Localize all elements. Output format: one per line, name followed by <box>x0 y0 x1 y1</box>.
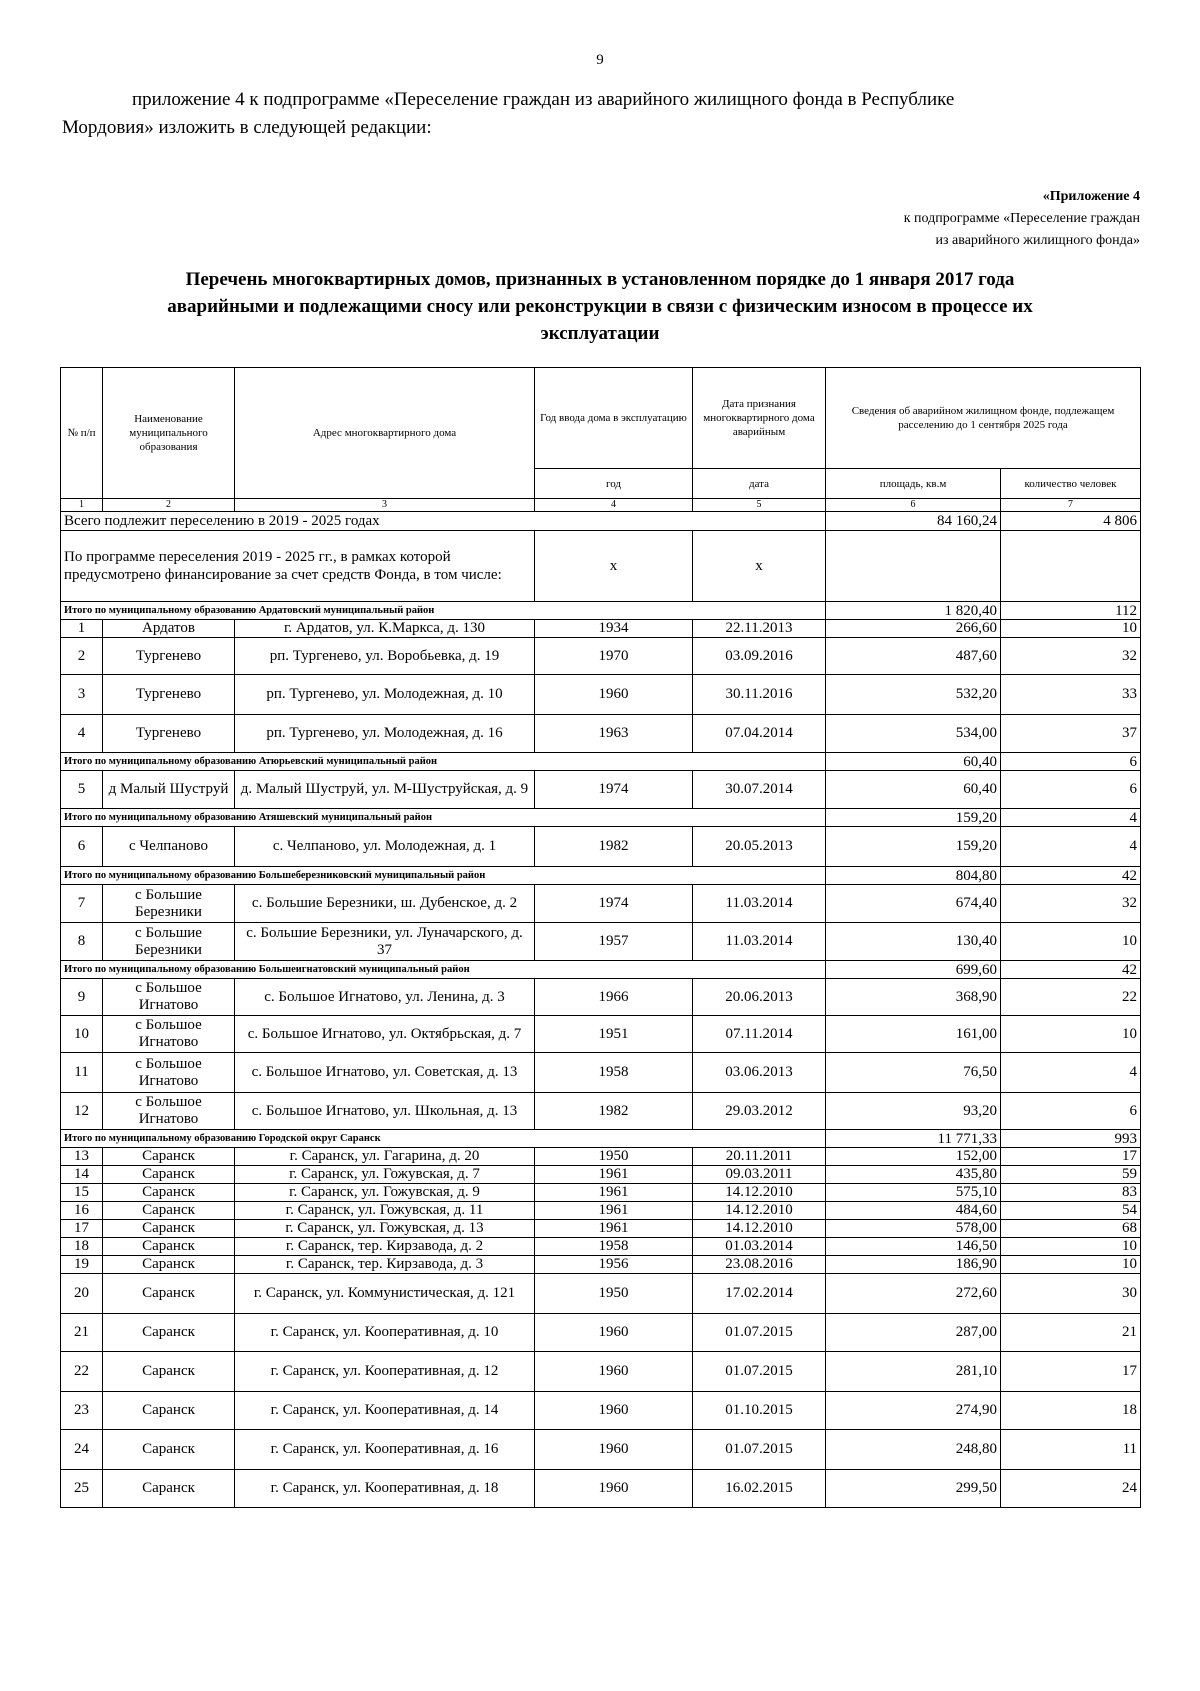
municipality-total-label: Итого по муниципальному образованию Ардатовский муниципальный район <box>61 602 826 620</box>
row-number: 15 <box>61 1184 103 1202</box>
municipality-total-row <box>61 867 1141 885</box>
row-date: 14.12.2010 <box>693 1202 826 1220</box>
column-index: 4 <box>535 499 693 512</box>
row-people: 4 <box>1001 827 1141 867</box>
row-number: 22 <box>61 1352 103 1392</box>
row-municipality: с Челпаново <box>103 827 235 867</box>
table-row <box>61 827 1141 867</box>
row-address: г. Саранск, ул. Гожувская, д. 7 <box>235 1166 535 1184</box>
grand-total-area: 84 160,24 <box>826 512 1001 531</box>
row-number: 3 <box>61 675 103 715</box>
subheader-people: количество человек <box>1001 469 1141 499</box>
row-year: 1950 <box>535 1274 693 1314</box>
row-number: 9 <box>61 979 103 1016</box>
municipality-total-label: Итого по муниципальному образованию Атяшевский муниципальный район <box>61 809 826 827</box>
row-number: 10 <box>61 1016 103 1053</box>
program-year: х <box>535 531 693 602</box>
row-municipality: Саранск <box>103 1238 235 1256</box>
row-year: 1961 <box>535 1166 693 1184</box>
row-people: 32 <box>1001 885 1141 923</box>
row-year: 1974 <box>535 771 693 809</box>
appendix-line-2: из аварийного жилищного фонда» <box>935 233 1140 248</box>
table-row <box>61 620 1141 638</box>
row-address: г. Саранск, ул. Кооперативная, д. 14 <box>235 1392 535 1430</box>
header-year: Год ввода дома в эксплуатацию <box>535 368 693 469</box>
row-people: 37 <box>1001 715 1141 753</box>
row-year: 1982 <box>535 827 693 867</box>
program-people <box>1001 531 1141 602</box>
row-area: 272,60 <box>826 1274 1001 1314</box>
row-address: г. Саранск, тер. Кирзавода, д. 2 <box>235 1238 535 1256</box>
row-municipality: Саранск <box>103 1148 235 1166</box>
appendix-title: «Приложение 4 <box>1042 189 1140 204</box>
municipality-total-people: 112 <box>1001 602 1141 620</box>
row-number: 17 <box>61 1220 103 1238</box>
row-area: 281,10 <box>826 1352 1001 1392</box>
subheader-area: площадь, кв.м <box>826 469 1001 499</box>
page-number: 9 <box>596 52 604 68</box>
table-row <box>61 1256 1141 1274</box>
row-number: 23 <box>61 1392 103 1430</box>
municipality-total-label: Итого по муниципальному образованию Большеберезниковский муниципальный район <box>61 867 826 885</box>
row-number: 19 <box>61 1256 103 1274</box>
municipality-total-label: Итого по муниципальному образованию Атюрьевский муниципальный район <box>61 753 826 771</box>
municipality-total-people: 42 <box>1001 867 1141 885</box>
row-date: 03.06.2013 <box>693 1053 826 1093</box>
row-address: г. Саранск, ул. Кооперативная, д. 12 <box>235 1352 535 1392</box>
table-row <box>61 885 1141 923</box>
row-municipality: с Большое Игнатово <box>103 1093 235 1130</box>
table-row <box>61 1220 1141 1238</box>
table-row <box>61 1148 1141 1166</box>
row-municipality: Саранск <box>103 1352 235 1392</box>
column-index: 5 <box>693 499 826 512</box>
municipality-total-area: 1 820,40 <box>826 602 1001 620</box>
row-number: 8 <box>61 923 103 961</box>
table-row <box>61 1470 1141 1508</box>
row-year: 1963 <box>535 715 693 753</box>
row-area: 368,90 <box>826 979 1001 1016</box>
row-people: 83 <box>1001 1184 1141 1202</box>
row-address: с. Большое Игнатово, ул. Октябрьская, д. 7 <box>235 1016 535 1053</box>
row-municipality: с Большое Игнатово <box>103 1053 235 1093</box>
title-line-2: аварийными и подлежащими сносу или реконструкции в связи с физическим износом в процессе их <box>167 296 1033 317</box>
title-line-1: Перечень многоквартирных домов, признанных в установленном порядке до 1 января 2017 года <box>185 269 1015 290</box>
row-number: 18 <box>61 1238 103 1256</box>
row-year: 1966 <box>535 979 693 1016</box>
row-area: 287,00 <box>826 1314 1001 1352</box>
table-row <box>61 1093 1141 1130</box>
row-people: 4 <box>1001 1053 1141 1093</box>
table-row <box>61 715 1141 753</box>
row-municipality: Саранск <box>103 1202 235 1220</box>
column-index: 7 <box>1001 499 1141 512</box>
row-municipality: с Большое Игнатово <box>103 1016 235 1053</box>
row-date: 20.11.2011 <box>693 1148 826 1166</box>
row-municipality: с Большие Березники <box>103 923 235 961</box>
row-number: 11 <box>61 1053 103 1093</box>
municipality-total-label: Итого по муниципальному образованию Большеигнатовский муниципальный район <box>61 961 826 979</box>
table-row <box>61 1352 1141 1392</box>
municipality-total-row <box>61 809 1141 827</box>
registry-body <box>61 512 1141 1508</box>
column-index-row <box>61 499 1141 512</box>
row-area: 60,40 <box>826 771 1001 809</box>
row-people: 18 <box>1001 1392 1141 1430</box>
table-row <box>61 1238 1141 1256</box>
municipality-total-area: 804,80 <box>826 867 1001 885</box>
document-title <box>90 266 1110 347</box>
column-index: 2 <box>103 499 235 512</box>
row-address: г. Саранск, тер. Кирзавода, д. 3 <box>235 1256 535 1274</box>
row-people: 6 <box>1001 1093 1141 1130</box>
row-year: 1957 <box>535 923 693 961</box>
municipality-total-row <box>61 602 1141 620</box>
row-municipality: Саранск <box>103 1314 235 1352</box>
row-people: 22 <box>1001 979 1141 1016</box>
row-address: рп. Тургенево, ул. Молодежная, д. 10 <box>235 675 535 715</box>
header-address: Адрес многоквартирного дома <box>235 368 535 499</box>
row-area: 248,80 <box>826 1430 1001 1470</box>
row-area: 487,60 <box>826 638 1001 675</box>
row-area: 578,00 <box>826 1220 1001 1238</box>
row-address: с. Большое Игнатово, ул. Школьная, д. 13 <box>235 1093 535 1130</box>
subheader-date: дата <box>693 469 826 499</box>
row-municipality: Саранск <box>103 1392 235 1430</box>
row-people: 10 <box>1001 1256 1141 1274</box>
row-date: 29.03.2012 <box>693 1093 826 1130</box>
program-row <box>61 531 1141 602</box>
table-row <box>61 1166 1141 1184</box>
row-area: 130,40 <box>826 923 1001 961</box>
row-people: 6 <box>1001 771 1141 809</box>
municipality-total-people: 42 <box>1001 961 1141 979</box>
row-people: 32 <box>1001 638 1141 675</box>
table-row <box>61 1314 1141 1352</box>
row-date: 14.12.2010 <box>693 1220 826 1238</box>
row-number: 16 <box>61 1202 103 1220</box>
row-area: 159,20 <box>826 827 1001 867</box>
row-municipality: Саранск <box>103 1274 235 1314</box>
row-date: 20.06.2013 <box>693 979 826 1016</box>
municipality-total-people: 993 <box>1001 1130 1141 1148</box>
row-municipality: Саранск <box>103 1220 235 1238</box>
municipality-total-area: 699,60 <box>826 961 1001 979</box>
row-address: г. Ардатов, ул. К.Маркса, д. 130 <box>235 620 535 638</box>
row-date: 20.05.2013 <box>693 827 826 867</box>
row-people: 10 <box>1001 1016 1141 1053</box>
row-date: 14.12.2010 <box>693 1184 826 1202</box>
row-municipality: Саранск <box>103 1166 235 1184</box>
header-row <box>61 368 1141 469</box>
table-row <box>61 675 1141 715</box>
row-municipality: д Малый Шуструй <box>103 771 235 809</box>
table-row <box>61 1184 1141 1202</box>
row-year: 1961 <box>535 1202 693 1220</box>
row-number: 12 <box>61 1093 103 1130</box>
row-year: 1960 <box>535 675 693 715</box>
municipality-total-area: 11 771,33 <box>826 1130 1001 1148</box>
table-row <box>61 1053 1141 1093</box>
row-number: 14 <box>61 1166 103 1184</box>
row-people: 59 <box>1001 1166 1141 1184</box>
row-address: с. Большое Игнатово, ул. Советская, д. 13 <box>235 1053 535 1093</box>
row-date: 01.07.2015 <box>693 1314 826 1352</box>
table-row <box>61 1016 1141 1053</box>
program-area <box>826 531 1001 602</box>
row-year: 1960 <box>535 1470 693 1508</box>
grand-total-label: Всего подлежит переселению в 2019 - 2025 годах <box>61 512 826 531</box>
row-address: с. Большие Березники, ш. Дубенское, д. 2 <box>235 885 535 923</box>
row-address: рп. Тургенево, ул. Воробьевка, д. 19 <box>235 638 535 675</box>
row-people: 30 <box>1001 1274 1141 1314</box>
municipality-total-area: 60,40 <box>826 753 1001 771</box>
row-year: 1982 <box>535 1093 693 1130</box>
row-address: д. Малый Шуструй, ул. М-Шуструйская, д. 9 <box>235 771 535 809</box>
row-address: рп. Тургенево, ул. Молодежная, д. 16 <box>235 715 535 753</box>
row-year: 1960 <box>535 1314 693 1352</box>
intro-paragraph <box>62 86 1152 142</box>
row-date: 17.02.2014 <box>693 1274 826 1314</box>
row-people: 24 <box>1001 1470 1141 1508</box>
row-year: 1934 <box>535 620 693 638</box>
row-year: 1970 <box>535 638 693 675</box>
row-people: 68 <box>1001 1220 1141 1238</box>
row-date: 30.07.2014 <box>693 771 826 809</box>
row-people: 11 <box>1001 1430 1141 1470</box>
row-people: 33 <box>1001 675 1141 715</box>
grand-total-row <box>61 512 1141 531</box>
row-area: 484,60 <box>826 1202 1001 1220</box>
row-date: 01.07.2015 <box>693 1352 826 1392</box>
row-area: 93,20 <box>826 1093 1001 1130</box>
row-address: г. Саранск, ул. Гожувская, д. 9 <box>235 1184 535 1202</box>
row-area: 534,00 <box>826 715 1001 753</box>
row-date: 22.11.2013 <box>693 620 826 638</box>
intro-line-1: приложение 4 к подпрограмме «Переселение граждан из аварийного жилищного фонда в Республике <box>132 89 955 110</box>
row-year: 1960 <box>535 1392 693 1430</box>
row-number: 4 <box>61 715 103 753</box>
row-municipality: Тургенево <box>103 715 235 753</box>
row-area: 266,60 <box>826 620 1001 638</box>
row-date: 11.03.2014 <box>693 923 826 961</box>
intro-line-2: Мордовия» изложить в следующей редакции: <box>62 117 432 138</box>
row-year: 1958 <box>535 1053 693 1093</box>
row-area: 186,90 <box>826 1256 1001 1274</box>
row-municipality: Тургенево <box>103 638 235 675</box>
row-number: 5 <box>61 771 103 809</box>
row-municipality: Саранск <box>103 1470 235 1508</box>
row-year: 1960 <box>535 1430 693 1470</box>
row-people: 21 <box>1001 1314 1141 1352</box>
table-row <box>61 979 1141 1016</box>
row-area: 299,50 <box>826 1470 1001 1508</box>
header-num: № п/п <box>61 368 103 499</box>
row-year: 1950 <box>535 1148 693 1166</box>
housing-registry-table <box>60 367 1141 1508</box>
header-name: Наименование муниципального образования <box>103 368 235 499</box>
row-year: 1960 <box>535 1352 693 1392</box>
row-area: 575,10 <box>826 1184 1001 1202</box>
row-number: 7 <box>61 885 103 923</box>
row-number: 6 <box>61 827 103 867</box>
row-people: 10 <box>1001 923 1141 961</box>
municipality-total-label: Итого по муниципальному образованию Городской округ Саранск <box>61 1130 826 1148</box>
row-address: г. Саранск, ул. Кооперативная, д. 10 <box>235 1314 535 1352</box>
column-index: 3 <box>235 499 535 512</box>
municipality-total-row <box>61 753 1141 771</box>
row-municipality: Саранск <box>103 1256 235 1274</box>
row-people: 17 <box>1001 1148 1141 1166</box>
row-year: 1958 <box>535 1238 693 1256</box>
table-row <box>61 1430 1141 1470</box>
row-number: 25 <box>61 1470 103 1508</box>
row-year: 1961 <box>535 1220 693 1238</box>
table-row <box>61 771 1141 809</box>
row-area: 161,00 <box>826 1016 1001 1053</box>
row-address: с. Большие Березники, ул. Луначарского, д. 37 <box>235 923 535 961</box>
row-municipality: Саранск <box>103 1184 235 1202</box>
subheader-year: год <box>535 469 693 499</box>
row-number: 20 <box>61 1274 103 1314</box>
row-area: 152,00 <box>826 1148 1001 1166</box>
row-year: 1956 <box>535 1256 693 1274</box>
row-address: с. Большое Игнатово, ул. Ленина, д. 3 <box>235 979 535 1016</box>
row-address: с. Челпаново, ул. Молодежная, д. 1 <box>235 827 535 867</box>
table-row <box>61 638 1141 675</box>
column-index: 1 <box>61 499 103 512</box>
row-number: 21 <box>61 1314 103 1352</box>
municipality-total-people: 6 <box>1001 753 1141 771</box>
header-info: Сведения об аварийном жилищном фонде, подлежащем расселению до 1 сентября 2025 года <box>826 368 1141 469</box>
row-date: 30.11.2016 <box>693 675 826 715</box>
title-line-3: эксплуатации <box>540 323 660 344</box>
municipality-total-area: 159,20 <box>826 809 1001 827</box>
row-address: г. Саранск, ул. Гагарина, д. 20 <box>235 1148 535 1166</box>
row-people: 17 <box>1001 1352 1141 1392</box>
row-address: г. Саранск, ул. Гожувская, д. 13 <box>235 1220 535 1238</box>
row-date: 07.11.2014 <box>693 1016 826 1053</box>
row-municipality: Саранск <box>103 1430 235 1470</box>
table-row <box>61 1202 1141 1220</box>
row-municipality: с Большое Игнатово <box>103 979 235 1016</box>
column-index: 6 <box>826 499 1001 512</box>
row-date: 11.03.2014 <box>693 885 826 923</box>
row-year: 1974 <box>535 885 693 923</box>
row-area: 76,50 <box>826 1053 1001 1093</box>
table-row <box>61 1392 1141 1430</box>
municipality-total-row <box>61 961 1141 979</box>
row-area: 146,50 <box>826 1238 1001 1256</box>
row-number: 2 <box>61 638 103 675</box>
row-address: г. Саранск, ул. Гожувская, д. 11 <box>235 1202 535 1220</box>
row-date: 16.02.2015 <box>693 1470 826 1508</box>
row-area: 674,40 <box>826 885 1001 923</box>
appendix-header <box>840 186 1140 252</box>
table-row <box>61 1274 1141 1314</box>
row-people: 10 <box>1001 1238 1141 1256</box>
row-number: 24 <box>61 1430 103 1470</box>
municipality-total-people: 4 <box>1001 809 1141 827</box>
row-year: 1951 <box>535 1016 693 1053</box>
row-year: 1961 <box>535 1184 693 1202</box>
row-date: 23.08.2016 <box>693 1256 826 1274</box>
row-area: 435,80 <box>826 1166 1001 1184</box>
header-date: Дата признания многоквартирного дома аварийным <box>693 368 826 469</box>
municipality-total-row <box>61 1130 1141 1148</box>
grand-total-people: 4 806 <box>1001 512 1141 531</box>
row-number: 13 <box>61 1148 103 1166</box>
row-date: 07.04.2014 <box>693 715 826 753</box>
appendix-line-1: к подпрограмме «Переселение граждан <box>903 211 1140 226</box>
row-address: г. Саранск, ул. Кооперативная, д. 18 <box>235 1470 535 1508</box>
row-people: 54 <box>1001 1202 1141 1220</box>
row-date: 01.10.2015 <box>693 1392 826 1430</box>
row-municipality: Тургенево <box>103 675 235 715</box>
row-municipality: Ардатов <box>103 620 235 638</box>
row-address: г. Саранск, ул. Кооперативная, д. 16 <box>235 1430 535 1470</box>
program-label: По программе переселения 2019 - 2025 гг., в рамках которой предусмотрено финансирование за счет средств Фонда, в том числе: <box>61 531 535 602</box>
row-number: 1 <box>61 620 103 638</box>
row-address: г. Саранск, ул. Коммунистическая, д. 121 <box>235 1274 535 1314</box>
row-area: 274,90 <box>826 1392 1001 1430</box>
row-date: 01.03.2014 <box>693 1238 826 1256</box>
row-people: 10 <box>1001 620 1141 638</box>
row-date: 09.03.2011 <box>693 1166 826 1184</box>
row-date: 03.09.2016 <box>693 638 826 675</box>
row-area: 532,20 <box>826 675 1001 715</box>
row-date: 01.07.2015 <box>693 1430 826 1470</box>
program-date: х <box>693 531 826 602</box>
row-municipality: с Большие Березники <box>103 885 235 923</box>
table-row <box>61 923 1141 961</box>
